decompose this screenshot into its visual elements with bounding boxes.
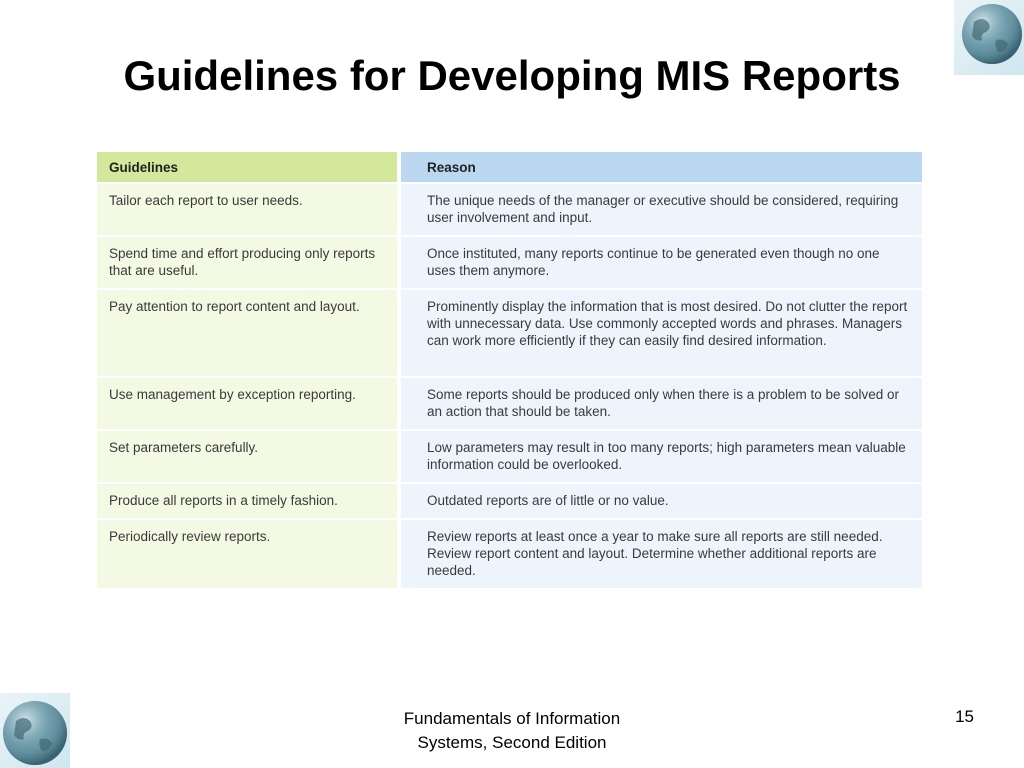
guideline-cell: Tailor each report to user needs. [97,183,399,236]
table-row [97,483,922,519]
guidelines-table [97,152,922,590]
table-header-row [97,152,922,183]
reason-cell: The unique needs of the manager or executive should be considered, requiring user involvement and input. [399,183,922,236]
guideline-cell: Pay attention to report content and layout. [97,289,399,377]
guideline-cell: Spend time and effort producing only reports that are useful. [97,236,399,289]
table-row [97,430,922,483]
reason-cell: Outdated reports are of little or no value. [399,483,922,519]
guideline-cell: Produce all reports in a timely fashion. [97,483,399,519]
guideline-cell: Periodically review reports. [97,519,399,589]
reason-cell: Review reports at least once a year to make sure all reports are still needed. Review report content and layout. Determine whether additional reports are needed. [399,519,922,589]
slide-title: Guidelines for Developing MIS Reports [123,52,901,99]
footer-line-2: Systems, Second Edition [417,733,607,752]
reason-cell: Low parameters may result in too many reports; high parameters mean valuable information could be overlooked. [399,430,922,483]
table-row [97,519,922,589]
table-row [97,183,922,236]
guideline-cell: Set parameters carefully. [97,430,399,483]
reason-cell: Once instituted, many reports continue to be generated even though no one uses them anymore. [399,236,922,289]
table-row [97,289,922,377]
column-header-reason: Reason [399,152,922,183]
reason-cell: Prominently display the information that is most desired. Do not clutter the report with unnecessary data. Use commonly accepted words and phrases. Managers can work more efficiently if they can easily find desired information. [399,289,922,377]
guideline-cell: Use management by exception reporting. [97,377,399,430]
table-row [97,236,922,289]
globe-icon [0,693,70,768]
page-number: 15 [955,707,974,726]
reason-cell: Some reports should be produced only when there is a problem to be solved or an action that should be taken. [399,377,922,430]
footer-line-1: Fundamentals of Information [403,709,621,728]
column-header-guidelines: Guidelines [97,152,399,183]
table-row [97,377,922,430]
footer-book-title [330,707,694,755]
